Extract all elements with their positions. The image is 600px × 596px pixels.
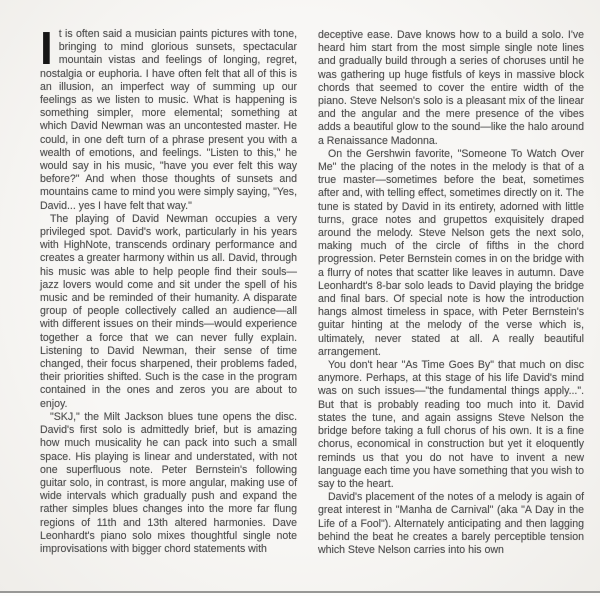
paragraph-lead: [40, 22, 297, 213]
paragraph: You don't hear "As Time Goes By" that much on disc anymore. Perhaps, at this stage of his life David's mind was on such issues—"the fundamental things apply...". But that is probably reading too much into it. David states the tune, and again assigns Steve Nelson the bridge before taking a full chorus of his own. It is a fine chorus, economical in construction but yet it eloquently reminds us that you do not have to invent a new language each time you have something that you wish to say to the heart.: [318, 359, 584, 490]
paragraph: The playing of David Newman occupies a very privileged spot. David's work, particularly in his years with HighNote, transcends ordinary performance and creates a greater harmony within us all. David, through his music was able to help people find their souls—jazz lovers would come and sit under the spell of his music and be reminded of their humanity. A disparate group of people collectively called an audience—all with different issues on their minds—would experience together a force that we can never fully explain. Listening to David Newman, their sense of time changed, their focus sharpened, their problems faded, their priorities shifted. Such is the case in the program contained in the ones and zeros you are about to enjoy.: [40, 212, 297, 410]
paragraph-continuation: deceptive ease. Dave knows how to a build a solo. I've heard him start from the most simple single note lines and gradually build through a series of choruses until he was gathering up huge fistfuls of keys in massive block chords that seemed to cover the entire width of the piano. Steve Nelson's solo is a pleasant mix of the linear and the angular and the mere presence of the vibes adds a beautiful glow to the sound—like the halo around a Renaissance Madonna.: [318, 29, 584, 147]
right-paragraphs: [318, 148, 584, 557]
right-column: [318, 29, 584, 557]
paragraph: "SKJ," the Milt Jackson blues tune opens the disc. David's first solo is admittedly brief, but is amazing how much musicality he can pack into such a small space. His playing is linear and understated, with not one superfluous note. Peter Bernstein's following guitar solo, in contrast, is more angular, making use of wide intervals which gradually push and expand the rather simples blues changes into the more far flung regions of 11th and 13th altered harmonies. Dave Leonhardt's piano solo mixes thoughtful single note improvisations with bigger chord statements with: [40, 410, 297, 555]
left-paragraphs: [40, 213, 297, 556]
left-column: [40, 22, 297, 556]
paragraph: On the Gershwin favorite, "Someone To Watch Over Me" the placing of the notes in the melody is that of a true master—sometimes before the beat, sometimes after and, with telling effect, sometimes directly on it. The tune is stated by David in its entirety, adorned with little turns, grace notes and grupettos exquisitely draped around the melody. Steve Nelson gets the next solo, making much of the circle of fifths in the chord progression. Peter Bernstein comes in on the bridge with a flurry of notes that scatter like leaves in autumn. Dave Leonhardt's 8-bar solo leads to David playing the bridge and final bars. Of special note is how the introduction hangs almost timeless in space, with Peter Bernstein's guitar hinting at the melody of the verse which is, ultimately, never stated at all. A really beautiful arrangement.: [318, 147, 584, 358]
drop-cap: I: [40, 22, 53, 74]
lead-text: t is often said a musician paints pictures with tone, bringing to mind glorious sunsets, spectacular mountain vistas and feelings of longing, regret, nostalgia or euphoria. I have often felt that all of this is an illusion, an imperfect way of summing up our feelings as we listen to music. What is happening is something simpler, more elemental; something at which David Newman was an uncontested master. He could, in one deft turn of a phrase present you with a wealth of emotions, and feelings. "Listen to this," he would say in his music, "have you ever felt this way before?" And when those thoughts of sunsets and mountains came to mind you were simply saying, "Yes, David... yes I have felt that way.": [40, 28, 297, 212]
paragraph: David's placement of the notes of a melody is again of great interest in "Manha de Carnival" (aka "A Day in the Life of a Fool"). Alternately anticipating and then lagging behind the beat he creates a barely perceptible tension which Steve Nelson carries into his own: [318, 491, 584, 556]
